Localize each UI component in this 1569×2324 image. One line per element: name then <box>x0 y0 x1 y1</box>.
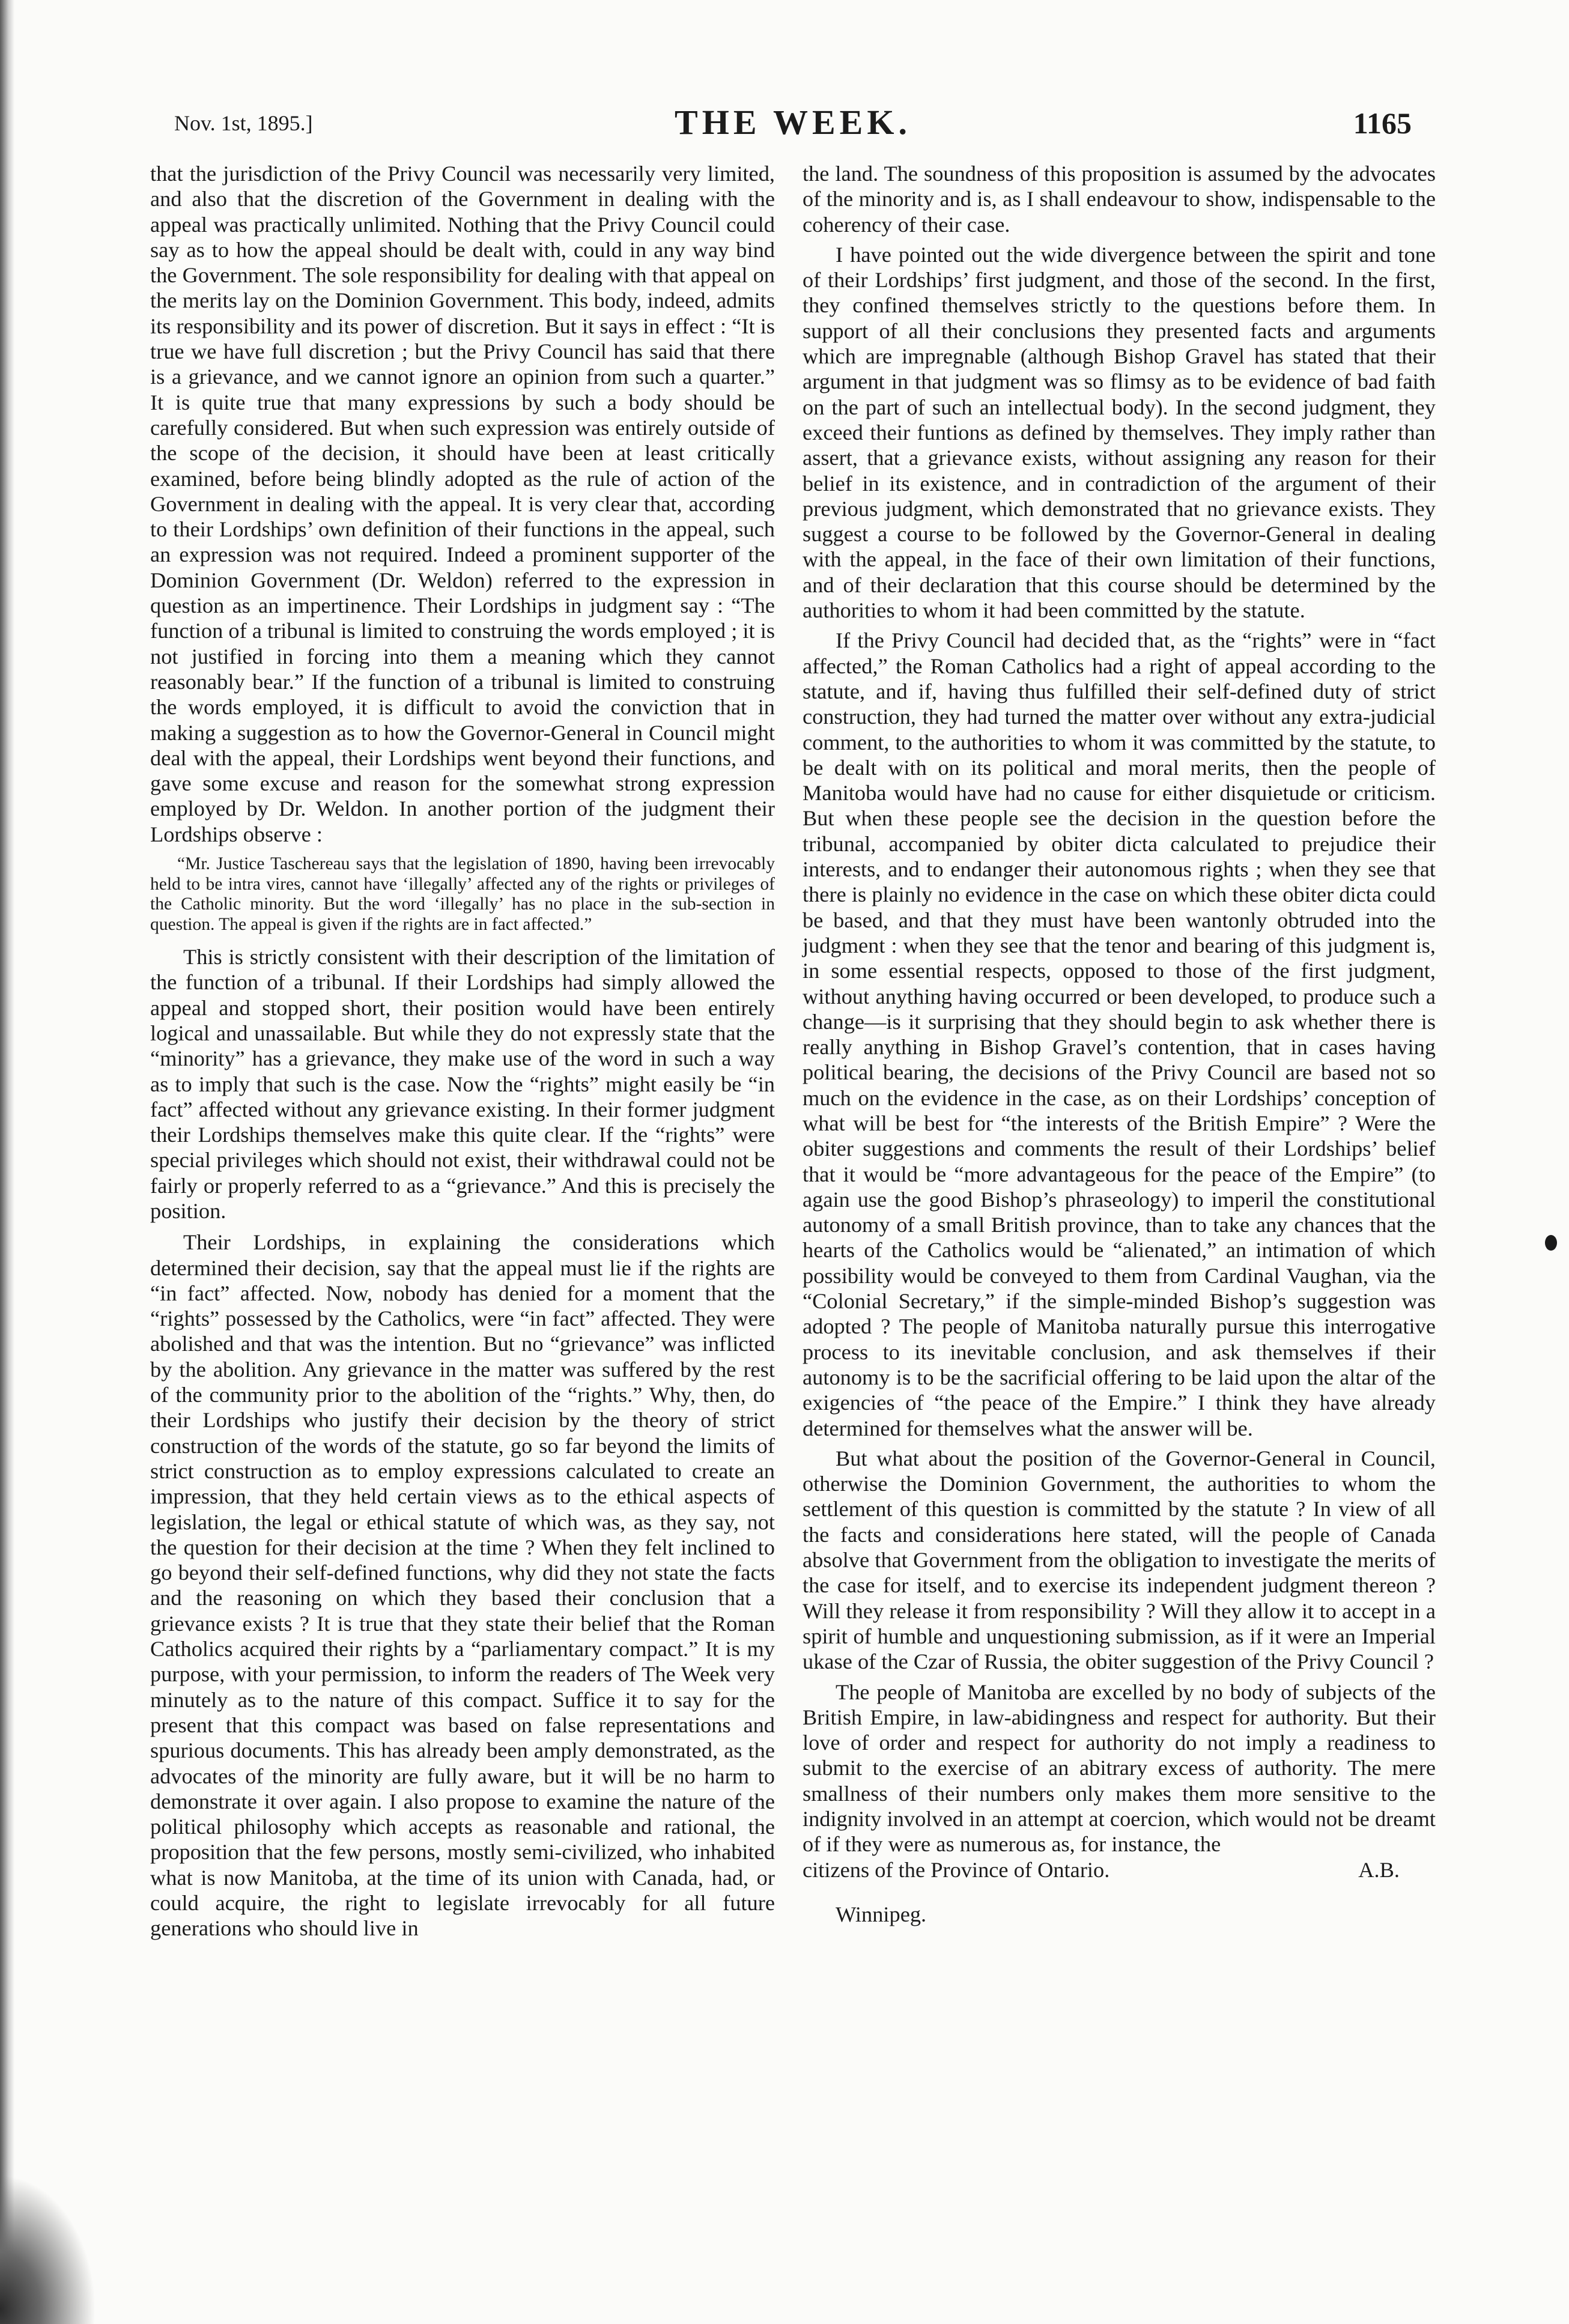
publication-title: THE WEEK. <box>675 103 911 142</box>
paragraph: But what about the position of the Governor-General in Council, otherwise the Dominion Government, the authorities to whom the settlement of this question is committed by the statute ? In view of all the facts and considerations here stated, will the people of Canada absolve that Government from the obligation to investigate the merits of the case for itself, and to exercise its independent judgment thereon ? Will they release it from responsibility ? Will they allow it to accept in a spirit of humble and unquestioning submission, as if it were an Imperial ukase of the Czar of Russia, the obiter suggestion of the Privy Council ? <box>803 1446 1436 1674</box>
page-spine-shadow <box>0 0 14 2324</box>
left-column <box>150 161 775 1941</box>
right-column <box>803 161 1436 1927</box>
paragraph: Their Lordships, in explaining the considerations which determined their decision, say that the appeal must lie if the rights are “in fact” affected. Now, nobody has denied for a moment that the “rights” possessed by the Catholics, were “in fact” affected. They were abolished and that was the intention. But no “grievance” was inflicted by the abolition. Any grievance in the matter was suffered by the rest of the community prior to the abolition of the “rights.” Why, then, do their Lordships who justify their decision by the theory of strict construction of the words of the statute, go so far beyond the limits of strict construction as to employ expressions calculated to create an impression, that they held certain views as to the ethical aspects of legislation, the legal or ethical statute of which was, as they say, not the question for their decision at the time ? When they felt inclined to go beyond their self-defined functions, why did they not state the facts and the reasoning on which they based their conclusion that a grievance exists ? It is true that they state their belief that the Roman Catholics acquired their rights by a “parliamentary compact.” It is my purpose, with your permission, to inform the readers of The Week very minutely as to the nature of this compact. Suffice it to say for the present that this compact was based on false representations and spurious documents. This has already been amply demonstrated, as the advocates of the minority are fully aware, but it will be no harm to demonstrate it over again. I also propose to examine the nature of the political philosophy which accepts as reasonable and rational, the proposition that the few persons, mostly semi-civilized, who inhabited what is now Manitoba, at the time of its union with Canada, had, or could acquire, the right to legislate irrevocably for all future generations who should live in <box>150 1230 775 1941</box>
paragraph: This is strictly consistent with their description of the limitation of the function of a tribunal. If their Lordships had simply allowed the appeal and stopped short, their position would have been entirely logical and unassailable. But while they do not expressly state that the “minority” has a grievance, they make use of the word in such a way as to imply that such is the case. Now the “rights” might easily be “in fact” affected without any grievance existing. In their former judgment their Lordships themselves make this quite clear. If the “rights” were special privileges which should not exist, their withdrawal could not be fairly or properly referred to as a “grievance.” And this is precisely the position. <box>150 945 775 1223</box>
page-header <box>174 102 1412 150</box>
author-signature: A.B. <box>1358 1857 1400 1882</box>
paragraph: I have pointed out the wide divergence between the spirit and tone of their Lordships’ first judgment, and those of the second. In the first, they confined themselves strictly to the questions before them. In support of all their conclusions they presented facts and arguments which are impregnable (although Bishop Gravel has stated that their argument in that judgment was so flimsy as to be evidence of bad faith on the part of such an intellectual body). In the second judgment, they exceed their funtions as defined by themselves. They imply rather than assert, that a grievance exists, without assigning any reason for their belief in its existence, and in contradiction of the argument of their previous judgment, which demonstrated that no grievance exists. They suggest a course to be followed by the Governor-General in dealing with the appeal, in the face of their own limitation of their functions, and of their declaration that this course should be determined by the authorities to whom it had been committed by the statute. <box>803 242 1436 623</box>
ink-dot <box>1545 1235 1557 1251</box>
page-number: 1165 <box>1353 106 1412 140</box>
paragraph: The people of Manitoba are excelled by no body of subjects of the British Empire, in law-abidingness and respect for authority. But their love of order and respect for authority do not imply a readiness to submit to the exercise of an abitrary excess of authority. The mere smallness of their numbers only makes them more sensitive to the indignity involved in an attempt at coercion, which would not be dreamt of if they were as numerous as, for instance, the <box>803 1679 1436 1857</box>
place-of-writing: Winnipeg. <box>836 1902 927 1926</box>
issue-date: Nov. 1st, 1895.] <box>174 111 313 135</box>
block-quote: “Mr. Justice Taschereau says that the legislation of 1890, having been irrevocably held to be intra vires, cannot have ‘illegally’ affected any of the rights or privileges of the Catholic minority. But the word ‘illegally’ has no place in the sub-section in question. The appeal is given if the rights are in fact affected.” <box>150 854 775 934</box>
scan-smudge <box>0 2174 96 2324</box>
paragraph: If the Privy Council had decided that, as the “rights” were in “fact affected,” the Roman Catholics had a right of appeal according to the statute, and if, having thus fulfilled their self-defined duty of strict construction, they had turned the matter over without any extra-judicial comment, to the authorities to whom it was committed by the statute, to be dealt with on its political and moral merits, then the people of Manitoba would have had no cause for either disquietude or criticism. But when these people see the decision in the question before the tribunal, accompanied by obiter dicta calculated to prejudice their interests, and to endanger their autonomous rights ; when they see that there is plainly no evidence in the case on which these obiter dicta could be based, and that they must have been wantonly obtruded into the judgment : when they see that the tenor and bearing of this judgment is, in some essential respects, opposed to those of the first judgment, without anything having occurred or been developed, to produce such a change—is it surprising that they should begin to ask whether there is really anything in Bishop Gravel’s contention, that in cases having political bearing, the decisions of the Privy Council are based not so much on the evidence in the case, as on their Lordships’ conception of what will be best for “the interests of the British Empire” ? Were the obiter suggestions and comments the result of their Lordships’ belief that it would be “more advantageous for the peace of the Empire” (to again use the good Bishop’s phraseology) to imperil the constitutional autonomy of a small British province, than to take any chances that the hearts of the Catholics would be “alienated,” an intimation of which possibility would be conveyed to them from Cardinal Vaughan, via the “Colonial Secretary,” if the simple-minded Bishop’s suggestion was adopted ? The people of Manitoba naturally pursue this interrogative process to its inevitable conclusion, and ask themselves if their autonomy is to be the sacrificial offering to be laid upon the altar of the exigencies of “the peace of the Empire.” I think they have already determined for themselves what the answer will be. <box>803 628 1436 1440</box>
closing-text: citizens of the Province of Ontario. <box>803 1857 1110 1882</box>
paragraph: that the jurisdiction of the Privy Council was necessarily very limited, and also that the discretion of the Government in dealing with the appeal was practically unlimited. Nothing that the Privy Council could say as to how the appeal should be dealt with, could in any way bind the Government. The sole responsibility for dealing with that appeal on the merits lay on the Dominion Government. This body, indeed, admits its responsibility and its power of discretion. But it says in effect : “It is true we have full discretion ; but the Privy Council has said that there is a grievance, and we cannot ignore an opinion from such a quarter.” It is quite true that many expressions by such a body should be carefully considered. But when such expression was entirely outside of the scope of the decision, it should have been at least critically examined, before being blindly adopted as the rule of action of the Government in dealing with the appeal. It is very clear that, according to their Lordships’ own definition of their functions in the appeal, such an expression was not required. Indeed a prominent supporter of the Dominion Government (Dr. Weldon) referred to the expression in question as an impertinence. Their Lordships in judgment say : “The function of a tribunal is limited to construing the words employed ; it is not justified in forcing into them a meaning which they cannot reasonably bear.” If the function of a tribunal is limited to construing the words employed, it is difficult to avoid the conviction that in making a suggestion as to how the Governor-General in Council might deal with the appeal, their Lordships went beyond their functions, and gave some excuse and reason for the somewhat strong expression employed by Dr. Weldon. In another portion of the judgment their Lordships observe : <box>150 162 775 846</box>
closing-line <box>803 1857 1436 1883</box>
paragraph: the land. The soundness of this proposition is assumed by the advocates of the minority and is, as I shall endeavour to show, indispensable to the coherency of their case. <box>803 162 1436 237</box>
